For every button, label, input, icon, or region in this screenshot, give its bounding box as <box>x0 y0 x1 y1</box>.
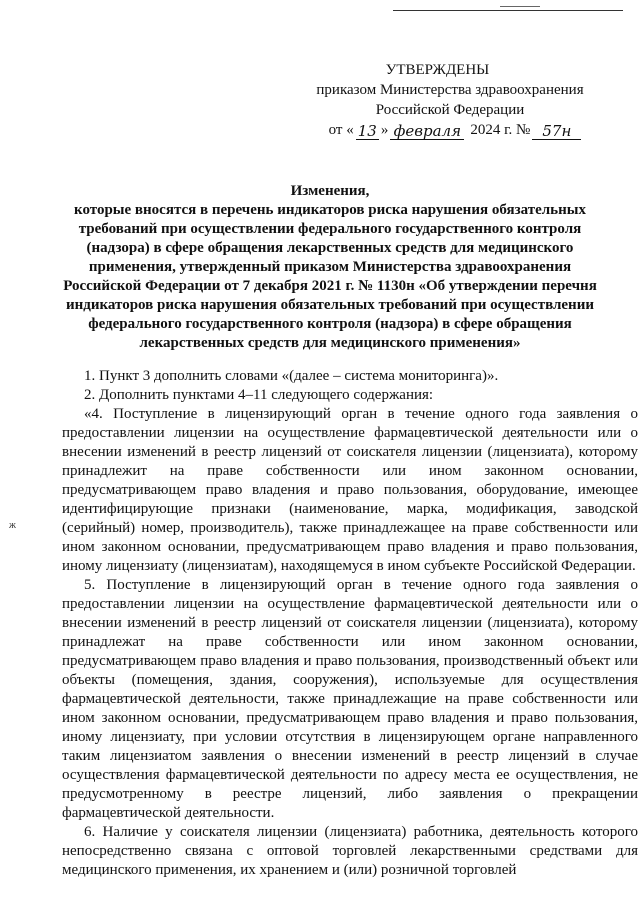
margin-mark: ж <box>9 520 16 531</box>
date-year: 2024 г. № <box>470 122 531 138</box>
approval-block <box>300 60 600 140</box>
paragraph-3: «4. Поступление в лицензирующий орган в течение одного года заявления о предоставлении лицензии на осуществление фармацевтической деятельности или о внесении изменений в реестр лицензий от соискателя лицензии (лицензиата), которому принадлежит на праве собственности или ином законном основании, предусматривающем право владения и право пользования, оборудование, имеющее идентифицирующие признаки (наименование, марка, модификация, заводской (серийный) номер, производитель), также принадлежащее на праве собственности или ином законном основании, предусматривающем право владения и право пользования, иному лицензиату (лицензиатам), находящемуся в ином субъекте Российской Федерации. <box>62 406 638 574</box>
order-line-1: приказом Министерства здравоохранения <box>316 82 584 98</box>
handwritten-day: 13 <box>357 122 377 140</box>
paragraph-5: 6. Наличие у соискателя лицензии (лицензиата) работника, деятельность которого непосредственно связана с оптовой торговлей лекарственными средствами для медицинского применения, их хранением и (или) розничной торговлей <box>62 824 638 878</box>
paragraph-2: 2. Дополнить пунктами 4–11 следующего содержания: <box>84 387 434 403</box>
order-line-2: Российской Федерации <box>375 102 525 118</box>
scan-line-top <box>393 10 623 11</box>
title-body: которые вносятся в перечень индикаторов риска нарушения обязательных требований при осуществлении федерального государственного контроля (надзора) в сфере обращения лекарственных средств для медицинского применения, утвержденный приказом Министерства здравоохранения Российской Федерации от 7 декабря 2021 г. № 1130н «Об утверждении перечня индикаторов риска нарушения обязательных требований при осуществлении федерального государственного контроля (надзора) в сфере обращения лекарственных средств для медицинского применения» <box>63 202 597 351</box>
title-line-1: Изменения, <box>290 183 370 199</box>
document-body <box>62 367 638 880</box>
document-title <box>60 182 600 353</box>
approved-label: УТВЕРЖДЕНЫ <box>385 62 490 78</box>
date-mid: » <box>380 122 389 138</box>
paragraph-4: 5. Поступление в лицензирующий орган в течение одного года заявления о предоставлении лицензии на осуществление фармацевтической деятельности или о внесении изменений в реестр лицензий от соискателя лицензии (лицензиата), которому принадлежат на праве собственности или ином законном основании, предусматривающем право владения и право пользования, производственный объект или объекты (помещения, здания, сооружения), используемые для осуществления фармацевтической деятельности, также принадлежащие на праве собственности или ином законном основании, предусматривающем право владения и право пользования, иному лицензиату, при условии отсутствия в лицензирующем органе направленного таким лицензиатом заявления о внесении изменений в реестр лицензий в случае осуществления фармацевтической деятельности по адресу места ее осуществления, не предусмотренному в реестре лицензий, либо заявления о прекращении фармацевтической деятельности. <box>62 577 638 821</box>
order-date-line <box>310 120 600 140</box>
scan-line-short <box>500 6 540 7</box>
date-prefix: от « <box>328 122 354 138</box>
handwritten-number: 57н <box>532 123 581 140</box>
paragraph-1: 1. Пункт 3 дополнить словами «(далее – система мониторинга)». <box>84 368 499 384</box>
handwritten-month: февраля <box>390 123 464 140</box>
